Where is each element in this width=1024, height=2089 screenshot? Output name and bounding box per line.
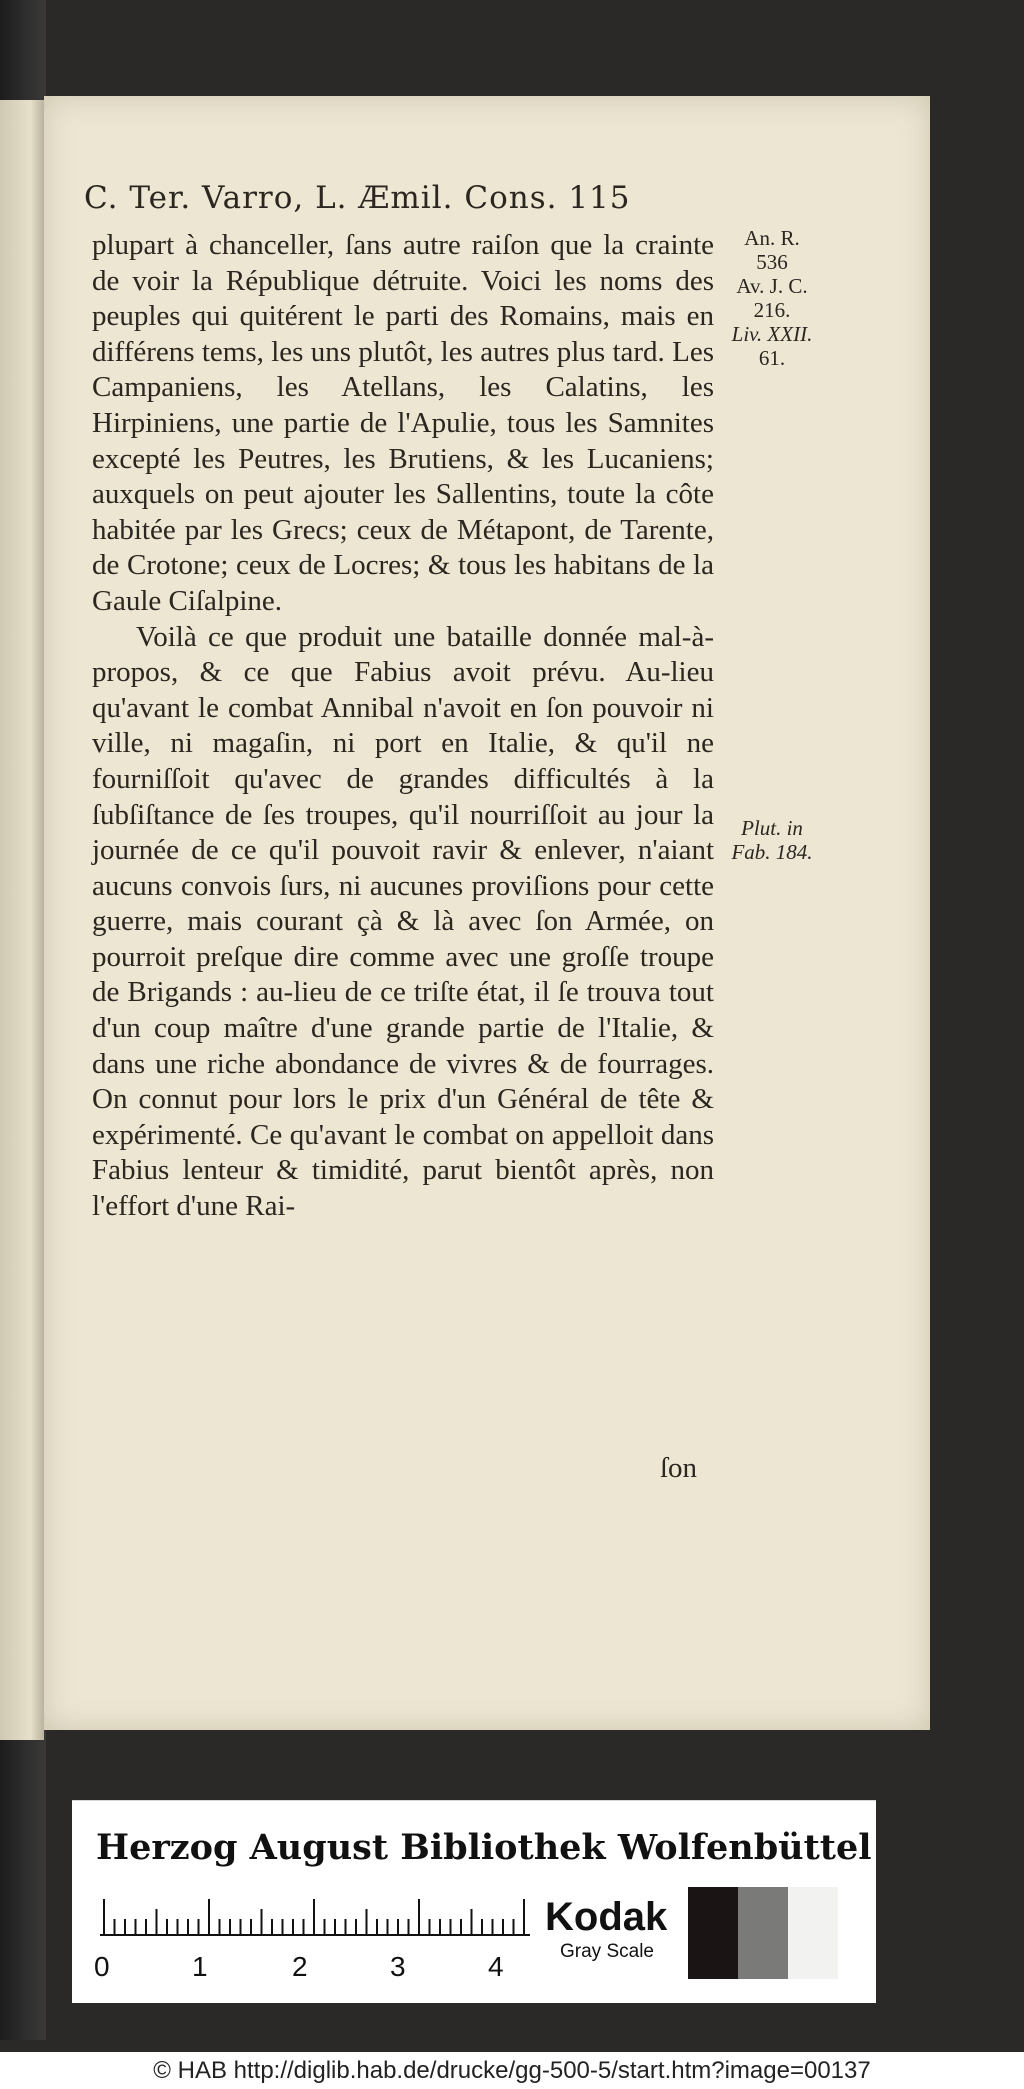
kodak-logo: Kodak: [545, 1895, 668, 1939]
library-name: Herzog August Bibliothek Wolfenbüttel: [96, 1827, 872, 1868]
margin-note-year-rome-value: 536: [756, 250, 788, 274]
gray-scale-steps: [688, 1887, 838, 1979]
paragraph-1: plupart à chanceller, ſans autre raiſon que la crainte de voir la République détruite. Voici les noms des peuples qui quitérent le parti des Romains, mais en différens tems, les uns plutôt, les autres plus tard. Les Campaniens, les Atellans, les Calatins, les Hirpiniens, une partie de l'Apulie, tous les Samnites excepté les Peutres, les Brutiens, & les Lucaniens; auxquels on peut ajouter les Sallentins, toute la côte habitée par les Grecs; ceux de Métapont, de Tarente, de Crotone; ceux de Locres; & tous les habitans de la Gaule Ciſalpine.: [92, 229, 714, 617]
margin-note-livy-chapter: 61.: [758, 346, 786, 370]
margin-note-year-bc: Av. J. C.: [736, 274, 808, 298]
footer-credit: © HAB http://diglib.hab.de/drucke/gg-500-5/start.htm?image=00137: [0, 2052, 1024, 2089]
margin-note-livy: Liv. XXII.: [731, 322, 813, 346]
margin-note-year-rome: An. R.: [744, 226, 800, 250]
gray-step-mid: [738, 1887, 788, 1979]
ruler-label-4: 4: [488, 1951, 504, 1982]
paragraph-2: Voilà ce que produit une bataille donnée mal-à-propos, & ce que Fabius avoit prévu. Au-lieu qu'avant le combat Annibal n'avoit en ſon pouvoir ni ville, ni magaſin, ni port en Italie, & qu'il ne fourniſſoit qu'avec de grandes difficultés à la ſubſiſtance de ſes troupes, qu'il nourriſſoit au jour la journée de ce qu'il pouvoit ravir & enlever, n'aiant aucuns convois ſurs, ni aucunes proviſions pour cette guerre, mais courant çà & là avec ſon Armée, on pourroit preſque dire comme avec une groſſe troupe de Brigands : au-lieu de ce triſte état, il ſe trouva tout d'un coup maître d'une grande partie de l'Italie, & dans une riche abondance de vivres & de fourrages. On connut pour lors le prix d'un Général de tête & expérimenté. Ce qu'avant le combat on appelloit dans Fabius lenteur & timidité, parut bientôt après, non l'effort d'une Rai-: [92, 620, 714, 1223]
gray-step-dark: [688, 1887, 738, 1979]
ruler-label-2: 2: [292, 1951, 308, 1982]
ruler-label-3: 3: [390, 1951, 406, 1982]
gray-step-light: [788, 1887, 838, 1979]
color-target-card: [72, 1800, 876, 2003]
body-text: [92, 228, 714, 1225]
margin-note-year-bc-value: 216.: [753, 298, 791, 322]
facing-page-edge: [0, 100, 44, 1740]
margin-notes: [712, 226, 832, 864]
margin-note-plutarch: Plut. in: [741, 816, 803, 840]
ruler-label-0: 0: [94, 1951, 110, 1982]
catchword: ſon: [660, 1452, 698, 1484]
gray-scale-label: Gray Scale: [560, 1941, 654, 1962]
ruler-label-1: 1: [192, 1951, 208, 1982]
margin-note-plutarch-ref: Fab. 184.: [731, 840, 813, 864]
scale-ruler: [100, 1899, 540, 1947]
running-head: C. Ter. Varro, L. Æmil. Cons. 115: [84, 180, 631, 216]
